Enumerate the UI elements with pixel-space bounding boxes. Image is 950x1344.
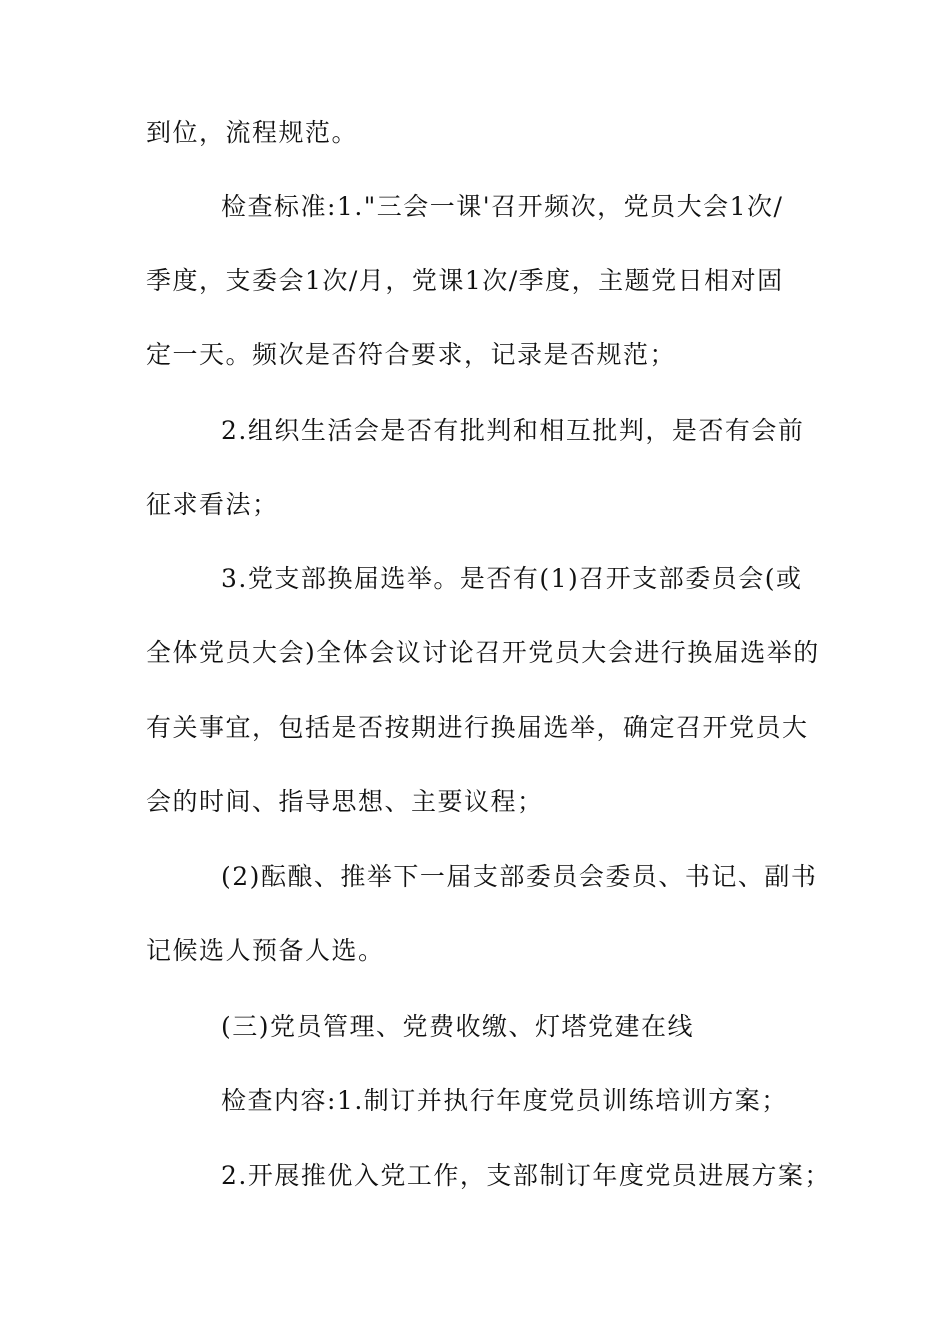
text-line-10: 会的时间、指导思想、主要议程； [146, 787, 544, 816]
text-line-4: 定一天。频次是否符合要求，记录是否规范； [146, 340, 677, 369]
text-line-11: (2)酝酿、推举下一届支部委员会委员、书记、副书 [221, 862, 818, 891]
text-line-12: 记候选人预备人选。 [146, 936, 385, 965]
text-line-5: 2.组织生活会是否有批判和相互批判，是否有会前 [221, 416, 805, 445]
text-line-6: 征求看法； [146, 490, 279, 519]
text-line-14: 检查内容:1.制订并执行年度党员训练培训方案； [221, 1086, 788, 1115]
text-line-7: 3.党支部换届选举。是否有(1)召开支部委员会(或 [221, 564, 803, 593]
text-line-15: 2.开展推优入党工作，支部制订年度党员进展方案； [221, 1161, 831, 1190]
text-line-3: 季度，支委会1次/月，党课1次/季度，主题党日相对固 [146, 266, 784, 295]
text-line-13: (三)党员管理、党费收缴、灯塔党建在线 [221, 1012, 695, 1041]
text-line-8: 全体党员大会)全体会议讨论召开党员大会进行换届选举的 [146, 638, 820, 667]
text-line-9: 有关事宜，包括是否按期进行换届选举，确定召开党员大 [146, 713, 809, 742]
text-line-1: 到位，流程规范。 [146, 118, 359, 147]
text-line-2: 检查标准:1."三会一课'召开频次，党员大会1次/ [221, 192, 784, 221]
